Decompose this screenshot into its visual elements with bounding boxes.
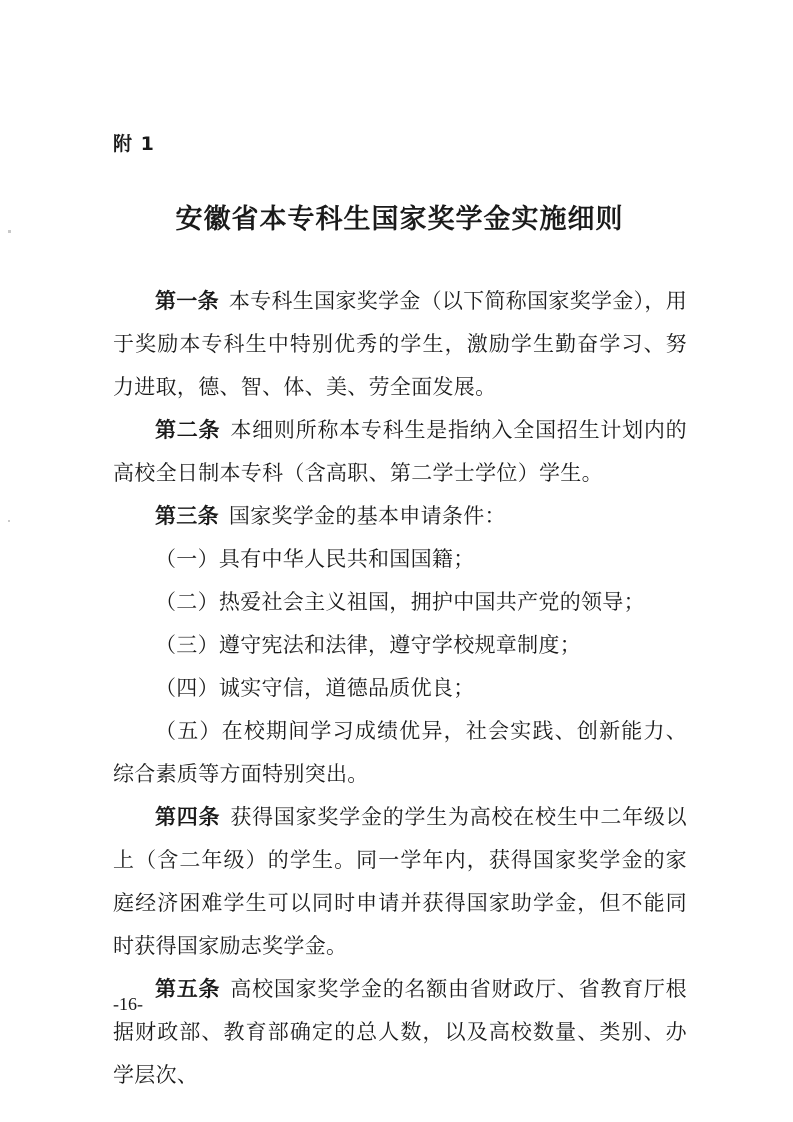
page-number: -16-: [113, 994, 143, 1014]
article-4: [113, 796, 687, 968]
condition-item: （一）具有中华人民共和国国籍；: [155, 547, 475, 571]
article-label: 第五条: [155, 977, 221, 1001]
condition-item: （三）遵守宪法和法律，遵守学校规章制度；: [155, 633, 581, 657]
article-3: [113, 495, 687, 538]
attachment-label: 附 1: [113, 133, 155, 155]
article-label: 第一条: [155, 289, 219, 313]
article-label: 第三条: [155, 504, 219, 528]
condition-item: （二）热爱社会主义祖国，拥护中国共产党的领导；: [155, 590, 645, 614]
condition-item: （四）诚实守信，道德品质优良；: [155, 676, 475, 700]
document-body: [113, 280, 687, 1097]
article-text: 本细则所称本专科生是指纳入全国招生计划内的高校全日制本专科（含高职、第二学士学位）学生。: [113, 418, 687, 485]
condition-item: （五）在校期间学习成绩优异，社会实践、创新能力、综合素质等方面特别突出。: [113, 719, 687, 786]
scan-edge-mark: [8, 520, 10, 522]
article-5: [113, 968, 687, 1097]
article-text: 国家奖学金的基本申请条件：: [228, 504, 506, 528]
article-2: [113, 409, 687, 495]
article-text: 获得国家奖学金的学生为高校在校生中二年级以上（含二年级）的学生。同一学年内，获得国家奖学金的家庭经济困难学生可以同时申请并获得国家助学金，但不能同时获得国家励志奖学金。: [113, 805, 687, 958]
article-text: 高校国家奖学金的名额由省财政厅、省教育厅根据财政部、教育部确定的总人数，以及高校数量、类别、办学层次、: [113, 977, 687, 1087]
article-1: [113, 280, 687, 409]
article-text: 本专科生国家奖学金（以下简称国家奖学金），用于奖励本专科生中特别优秀的学生，激励学生勤奋学习、努力进取，德、智、体、美、劳全面发展。: [113, 289, 688, 399]
article-label: 第二条: [155, 418, 221, 442]
article-label: 第四条: [155, 805, 221, 829]
document-title: 安徽省本专科生国家奖学金实施细则: [175, 204, 624, 235]
